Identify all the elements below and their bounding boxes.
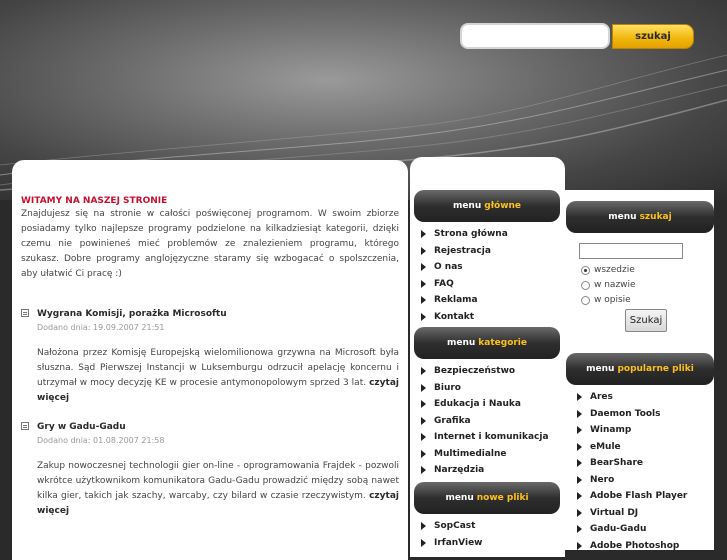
popular-file-item[interactable] (577, 439, 687, 456)
popular-file-item[interactable] (577, 389, 687, 406)
arrow-right-icon (577, 410, 582, 418)
menu-header-highlight: popularne pliki (617, 364, 694, 374)
menu-main-header (414, 190, 560, 222)
category-label: Edukacja i Nauka (434, 399, 521, 410)
popular-file-item[interactable] (577, 406, 687, 423)
arrow-right-icon (421, 466, 426, 474)
popular-file-label: Adobe Photoshop (590, 540, 680, 551)
menu-item-label: FAQ (434, 278, 454, 289)
menu-categories-list (421, 363, 549, 479)
menu-header-prefix: menu (586, 364, 615, 374)
welcome-title: WITAMY NA NASZEJ STRONIE (21, 196, 168, 206)
radio-option-w-nazwie[interactable] (581, 280, 636, 290)
arrow-right-icon (421, 263, 426, 271)
menu-new-files-list (421, 518, 483, 551)
category-label: Bezpieczeństwo (434, 366, 516, 377)
arrow-right-icon (421, 296, 426, 304)
category-item[interactable] (421, 413, 549, 430)
popular-file-item[interactable] (577, 472, 687, 489)
read-more-link[interactable]: czytaj więcej (37, 378, 399, 403)
arrow-right-icon (421, 539, 426, 547)
radio-label: wszedzie (594, 265, 635, 275)
category-item[interactable] (421, 363, 549, 380)
popular-file-label: Gadu-Gadu (590, 524, 647, 535)
category-label: Biuro (434, 382, 461, 393)
arrow-right-icon (577, 542, 582, 550)
menu-popular-list (577, 389, 687, 554)
arrow-right-icon (421, 400, 426, 408)
popular-file-item[interactable] (577, 455, 687, 472)
menu-item-strona-glowna[interactable] (421, 226, 508, 243)
popular-file-item[interactable] (577, 521, 687, 538)
menu-item-label: Strona główna (434, 229, 508, 240)
arrow-right-icon (577, 492, 582, 500)
category-label: Multimedialne (434, 448, 507, 459)
popular-file-item[interactable] (577, 538, 687, 555)
news-item (21, 309, 399, 406)
menu-item-faq[interactable] (421, 276, 508, 293)
radio-label: w opisie (594, 295, 631, 305)
arrow-right-icon (577, 426, 582, 434)
news-title[interactable]: Wygrana Komisji, porażka Microsoftu (37, 309, 227, 319)
radio-option-w-opisie[interactable] (581, 295, 631, 305)
arrow-right-icon (421, 384, 426, 392)
menu-new-files-header (414, 482, 560, 514)
popular-file-label: eMule (590, 441, 621, 452)
news-body (37, 346, 399, 406)
menu-item-rejestracja[interactable] (421, 243, 508, 260)
news-date: Dodano dnia: 19.09.2007 21:51 (37, 323, 165, 332)
welcome-text: Znajdujesz się na stronie w całości poświęconej programom. W swoim zbiorze posiadamy tylko najlepsze programy podzielone na kilkadziesiąt kategorii, dzięki czemu nie powinieneś mieć problemów ze znalezieniem programu, którego szukasz. Dobre programy anglojęzyczne staramy się wzbogacać o spolszczenia, aby ułatwić Ci pracę :) (21, 209, 399, 279)
radio-option-wszedzie[interactable] (581, 265, 635, 275)
popular-file-label: Adobe Flash Player (590, 491, 688, 502)
radio-icon[interactable] (581, 296, 590, 305)
menu-main-list (421, 226, 508, 325)
menu-item-kontakt[interactable] (421, 309, 508, 326)
news-document-icon (21, 422, 29, 430)
arrow-right-icon (421, 230, 426, 238)
news-item (21, 422, 399, 519)
new-file-item[interactable] (421, 518, 483, 535)
arrow-right-icon (421, 247, 426, 255)
new-file-label: IrfanView (434, 537, 483, 548)
category-item[interactable] (421, 380, 549, 397)
news-title[interactable]: Gry w Gadu-Gadu (37, 422, 126, 432)
arrow-right-icon (421, 450, 426, 458)
popular-file-label: Winamp (590, 425, 632, 436)
main-content (21, 196, 399, 519)
news-body (37, 459, 399, 519)
popular-file-item[interactable] (577, 505, 687, 522)
menu-item-label: Reklama (434, 295, 478, 306)
popular-file-label: Nero (590, 474, 615, 485)
category-item[interactable] (421, 446, 549, 463)
new-file-label: SopCast (434, 521, 476, 532)
menu-header-prefix: menu (452, 201, 482, 211)
news-body-text: Zakup nowoczesnej technologii gier on-line - oprogramowania Frajdek - pozwoli wkrótce użytkownikom komunikatora Gadu-Gadu prowadzić między sobą nawet kilka gier, takich jak szachy, warcaby, czy bilard w czasie rzeczywistym. (37, 461, 399, 501)
arrow-right-icon (421, 417, 426, 425)
menu-header-prefix: menu (446, 338, 476, 348)
menu-categories-header (414, 327, 560, 359)
category-label: Narzędzia (434, 465, 485, 476)
arrow-right-icon (577, 459, 582, 467)
arrow-right-icon (577, 509, 582, 517)
top-search-input[interactable] (460, 23, 610, 49)
menu-search-header (566, 201, 714, 233)
menu-header-prefix: menu (608, 212, 637, 222)
news-date: Dodano dnia: 01.08.2007 21:58 (37, 436, 165, 445)
arrow-right-icon (421, 367, 426, 375)
arrow-right-icon (577, 443, 582, 451)
category-item[interactable] (421, 462, 549, 479)
menu-item-label: O nas (434, 262, 463, 273)
menu-item-label: Kontakt (434, 311, 475, 322)
radio-selected-icon[interactable] (581, 266, 590, 275)
new-file-item[interactable] (421, 535, 483, 552)
menu-header-highlight: szukaj (639, 212, 672, 222)
arrow-right-icon (421, 522, 426, 530)
menu-header-highlight: kategorie (478, 338, 527, 348)
popular-file-item[interactable] (577, 422, 687, 439)
popular-file-label: Virtual DJ (590, 507, 639, 518)
menu-header-highlight: główne (484, 201, 522, 211)
arrow-right-icon (577, 525, 582, 533)
menu-popular-header (566, 353, 714, 385)
arrow-right-icon (421, 280, 426, 288)
side-search-button[interactable]: Szukaj (625, 309, 667, 332)
side-search-input[interactable] (579, 243, 683, 259)
menu-header-prefix: menu (445, 493, 474, 503)
arrow-right-icon (421, 313, 426, 321)
category-item[interactable] (421, 396, 549, 413)
menu-header-highlight: nowe pliki (476, 493, 529, 503)
popular-file-label: Daemon Tools (590, 408, 661, 419)
arrow-right-icon (577, 393, 582, 401)
radio-icon[interactable] (581, 281, 590, 290)
arrow-right-icon (421, 433, 426, 441)
popular-file-item[interactable] (577, 488, 687, 505)
category-item[interactable] (421, 429, 549, 446)
news-document-icon (21, 309, 29, 317)
popular-file-label: BearShare (590, 458, 643, 469)
read-more-link[interactable]: czytaj więcej (37, 491, 399, 516)
popular-file-label: Ares (590, 392, 613, 403)
radio-label: w nazwie (594, 280, 636, 290)
menu-item-o-nas[interactable] (421, 259, 508, 276)
menu-item-reklama[interactable] (421, 292, 508, 309)
category-label: Internet i komunikacja (434, 432, 549, 443)
news-body-text: Nałożona przez Komisję Europejską wielomilionowa grzywna na Microsoft była słuszna. Sąd Pierwszej Instancji w Luksemburgu odrzucił apelację koncernu i utrzymał w mocy decyzję KE w procesie antymonopolowym sprzed 3 lat. (37, 348, 399, 388)
menu-item-label: Rejestracja (434, 245, 491, 256)
arrow-right-icon (577, 476, 582, 484)
category-label: Grafika (434, 415, 471, 426)
top-search-button[interactable]: szukaj (612, 24, 694, 49)
